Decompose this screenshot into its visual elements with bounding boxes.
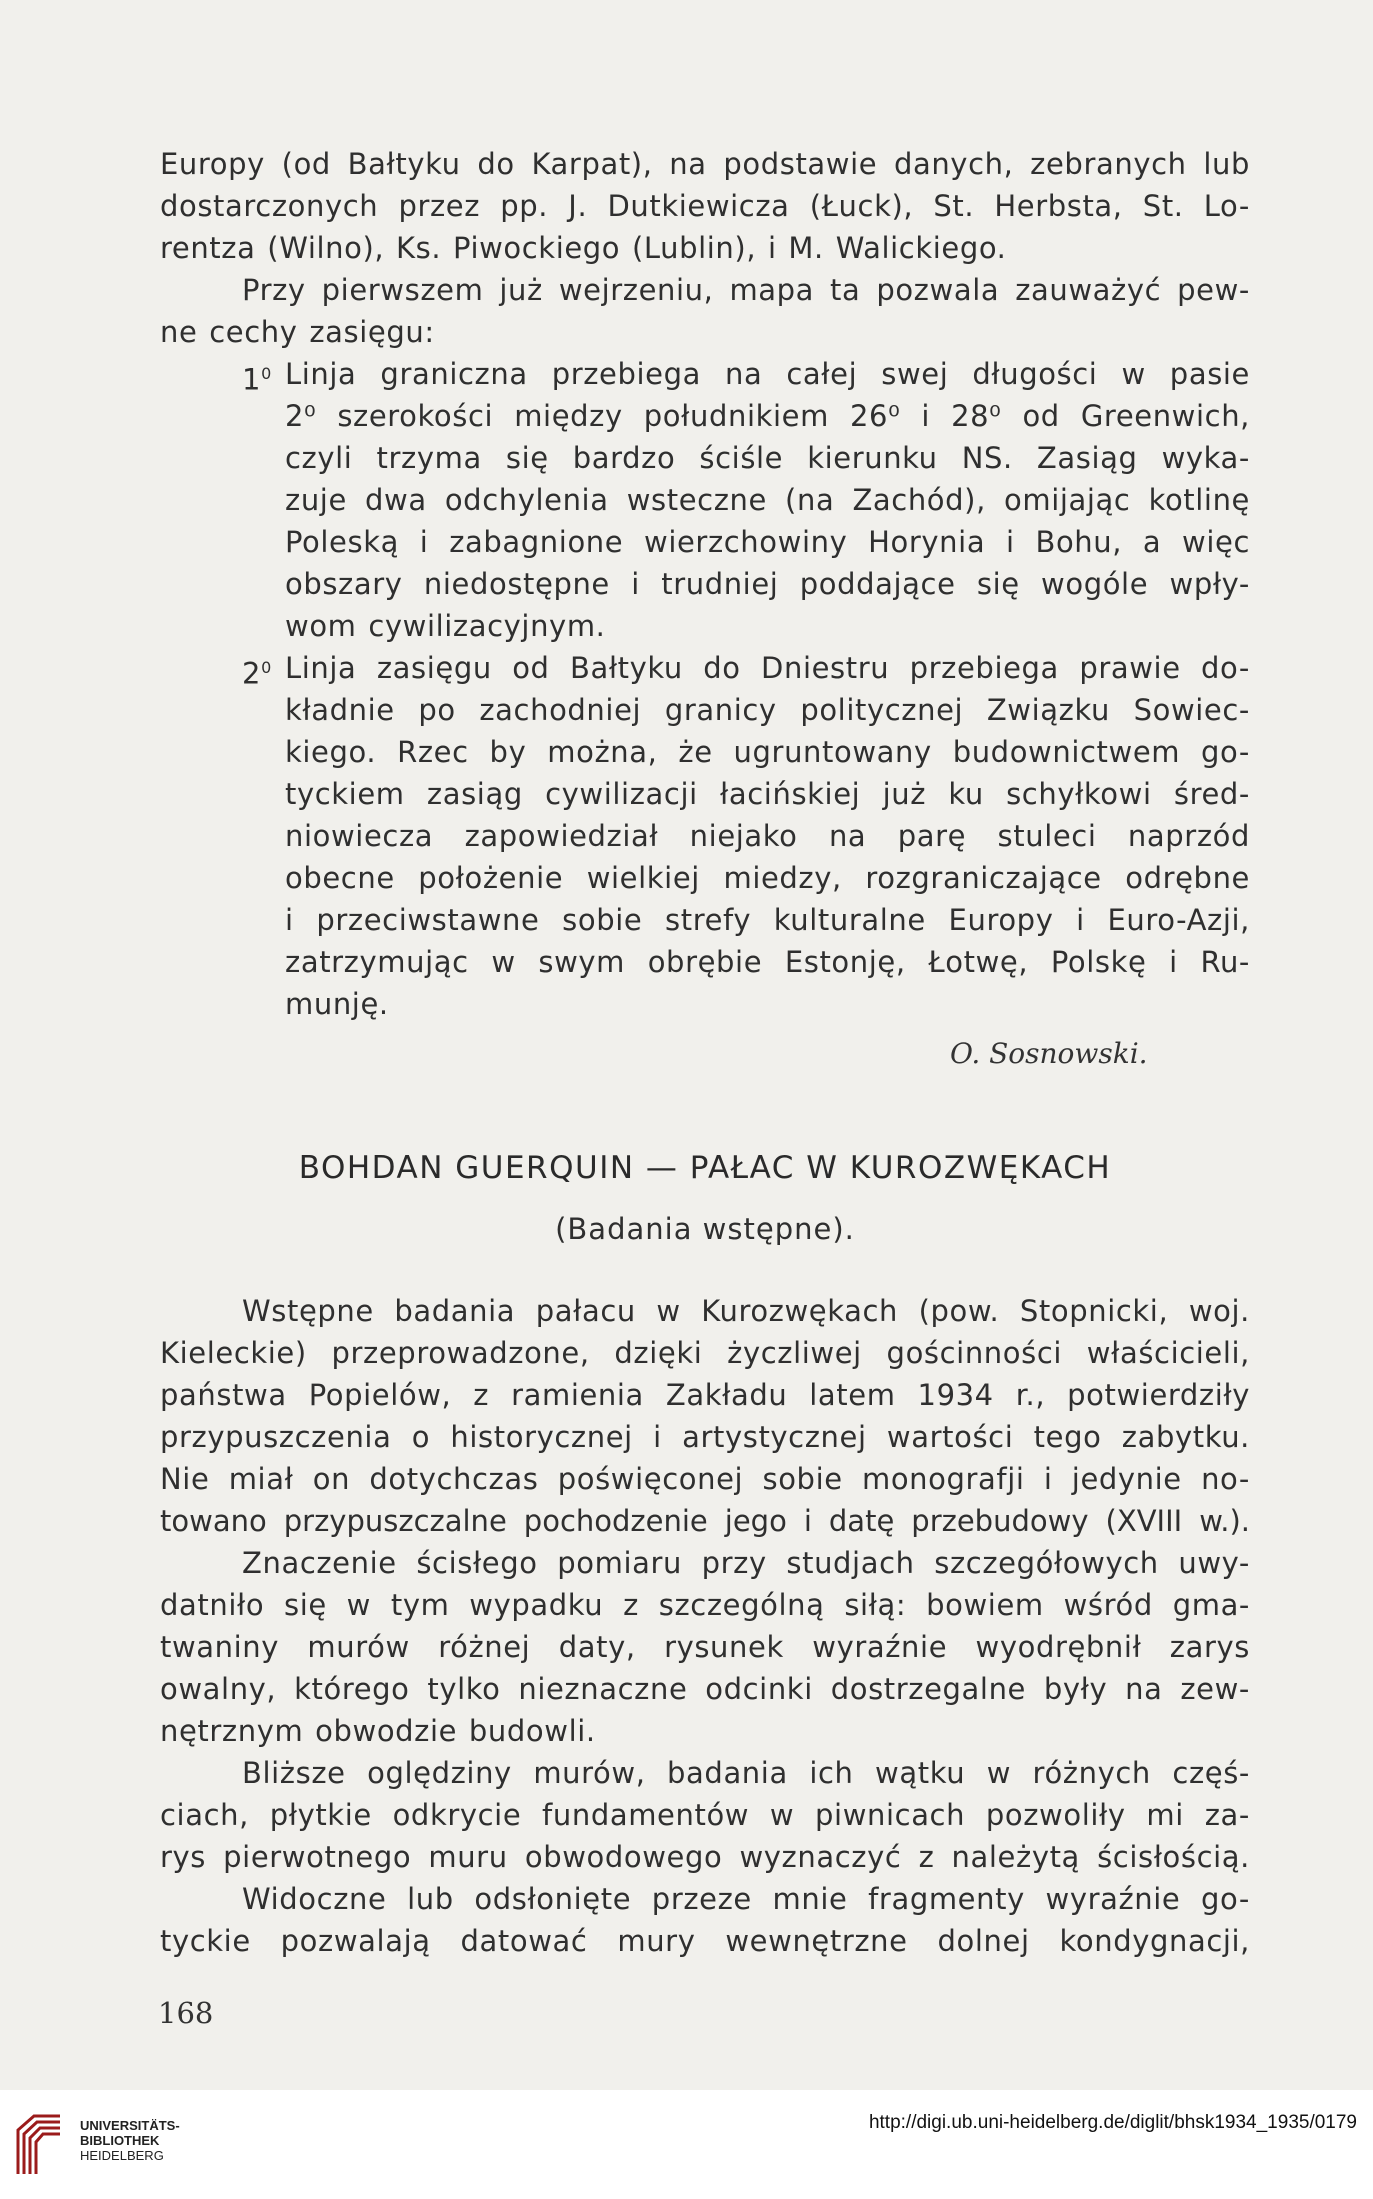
logo-lines xyxy=(18,2116,60,2174)
text-line: czyli trzyma się bardzo ściśle kierunku NS. Zasiąg wyka- xyxy=(285,441,1250,475)
text-line: Linja graniczna przebiega na całej swej długości w pasie xyxy=(285,357,1250,391)
text-line: dostarczonych przez pp. J. Dutkiewicza (Łuck), St. Herbsta, St. Lo- xyxy=(160,189,1250,223)
text-line: Wstępne badania pałacu w Kurozwękach (pow. Stopnicki, woj. xyxy=(242,1294,1250,1328)
text-line: Kieleckie) przeprowadzone, dzięki życzliwej gościnności właścicieli, xyxy=(160,1336,1250,1370)
text-line: Nie miał on dotychczas poświęconej sobie monografji i jedynie no- xyxy=(160,1462,1250,1496)
text-line: towano przypuszczalne pochodzenie jego i datę przebudowy (XVIII w.). xyxy=(160,1504,1250,1538)
text-line: Linja zasięgu od Bałtyku do Dniestru przebiega prawie do- xyxy=(285,651,1250,685)
text-line: niowiecza zapowiedział niejako na parę stuleci naprzód xyxy=(285,819,1250,853)
library-footer xyxy=(0,2090,1373,2199)
author-signature: O. Sosnowski. xyxy=(950,1037,1148,1070)
text-line: obszary niedostępne i trudniej poddające się wogóle wpły- xyxy=(285,567,1250,601)
text-line: Europy (od Bałtyku do Karpat), na podstawie danych, zebranych lub xyxy=(160,147,1250,181)
text-line: tyckiem zasiąg cywilizacji łacińskiej już ku schyłkowi śred- xyxy=(285,777,1250,811)
text-line: wom cywilizacyjnym. xyxy=(285,609,606,643)
point-marker: $1^0$ xyxy=(242,362,272,397)
page-number: 168 xyxy=(158,1996,214,2030)
library-name-line: HEIDELBERG xyxy=(80,2148,164,2163)
text-line: rys pierwotnego muru obwodowego wyznaczyć z należytą ścisłością. xyxy=(160,1840,1250,1874)
library-name xyxy=(80,2118,180,2163)
text-line: 2⁰ szerokości między południkiem 26⁰ i 28⁰ od Greenwich, xyxy=(285,399,1250,433)
text-line: przypuszczenia o historycznej i artystycznej wartości tego zabytku. xyxy=(160,1420,1250,1454)
text-line: tyckie pozwalają datować mury wewnętrzne dolnej kondygnacji, xyxy=(160,1924,1250,1958)
text-line: munję. xyxy=(285,987,389,1021)
text-line: ne cechy zasięgu: xyxy=(160,315,435,349)
text-line: twaniny murów różnej daty, rysunek wyraźnie wyodrębnił zarys xyxy=(160,1630,1250,1664)
text-line: owalny, którego tylko nieznaczne odcinki dostrzegalne były na zew- xyxy=(160,1672,1250,1706)
text-line: Poleską i zabagnione wierzchowiny Horynia i Bohu, a więc xyxy=(285,525,1250,559)
text-line: Przy pierwszem już wejrzeniu, mapa ta pozwala zauważyć pew- xyxy=(242,273,1250,307)
text-line: kładnie po zachodniej granicy politycznej Związku Sowiec- xyxy=(285,693,1250,727)
text-line: i przeciwstawne sobie strefy kulturalne Europy i Euro-Azji, xyxy=(285,903,1250,937)
text-line: państwa Popielów, z ramienia Zakładu latem 1934 r., potwierdziły xyxy=(160,1378,1250,1412)
text-line: Bliższe oględziny murów, badania ich wątku w różnych częś- xyxy=(242,1756,1250,1790)
text-line: zuje dwa odchylenia wsteczne (na Zachód), omijając kotlinę xyxy=(285,483,1250,517)
article-heading: BOHDAN GUERQUIN — PAŁAC W KUROZWĘKACH xyxy=(298,1150,1112,1186)
text-line: ciach, płytkie odkrycie fundamentów w piwnicach pozwoliły mi za- xyxy=(160,1798,1250,1832)
source-url-link[interactable]: http://digi.ub.uni-heidelberg.de/diglit/bhsk1934_1935/0179 xyxy=(868,2112,1357,2133)
text-line: nętrznym obwodzie budowli. xyxy=(160,1714,596,1748)
text-line: obecne położenie wielkiej miedzy, rozgraniczające odrębne xyxy=(285,861,1250,895)
text-line: Widoczne lub odsłonięte przeze mnie fragmenty wyraźnie go- xyxy=(242,1882,1250,1916)
text-line: datniło się w tym wypadku z szczególną siłą: bowiem wśród gma- xyxy=(160,1588,1250,1622)
text-line: Znaczenie ścisłego pomiaru przy studjach szczegółowych uwy- xyxy=(242,1546,1250,1580)
library-name-line: BIBLIOTHEK xyxy=(80,2133,160,2148)
heidelberg-library-logo-icon[interactable] xyxy=(12,2110,68,2180)
article-subheading: (Badania wstępne). xyxy=(555,1212,855,1246)
text-line: zatrzymując w swym obrębie Estonję, Łotwę, Polskę i Ru- xyxy=(285,945,1250,979)
point-marker: $2^0$ xyxy=(242,656,272,691)
text-line: rentza (Wilno), Ks. Piwockiego (Lublin), i M. Walickiego. xyxy=(160,231,1007,265)
text-line: kiego. Rzec by można, że ugruntowany budownictwem go- xyxy=(285,735,1250,769)
library-name-line: UNIVERSITÄTS- xyxy=(80,2118,180,2133)
